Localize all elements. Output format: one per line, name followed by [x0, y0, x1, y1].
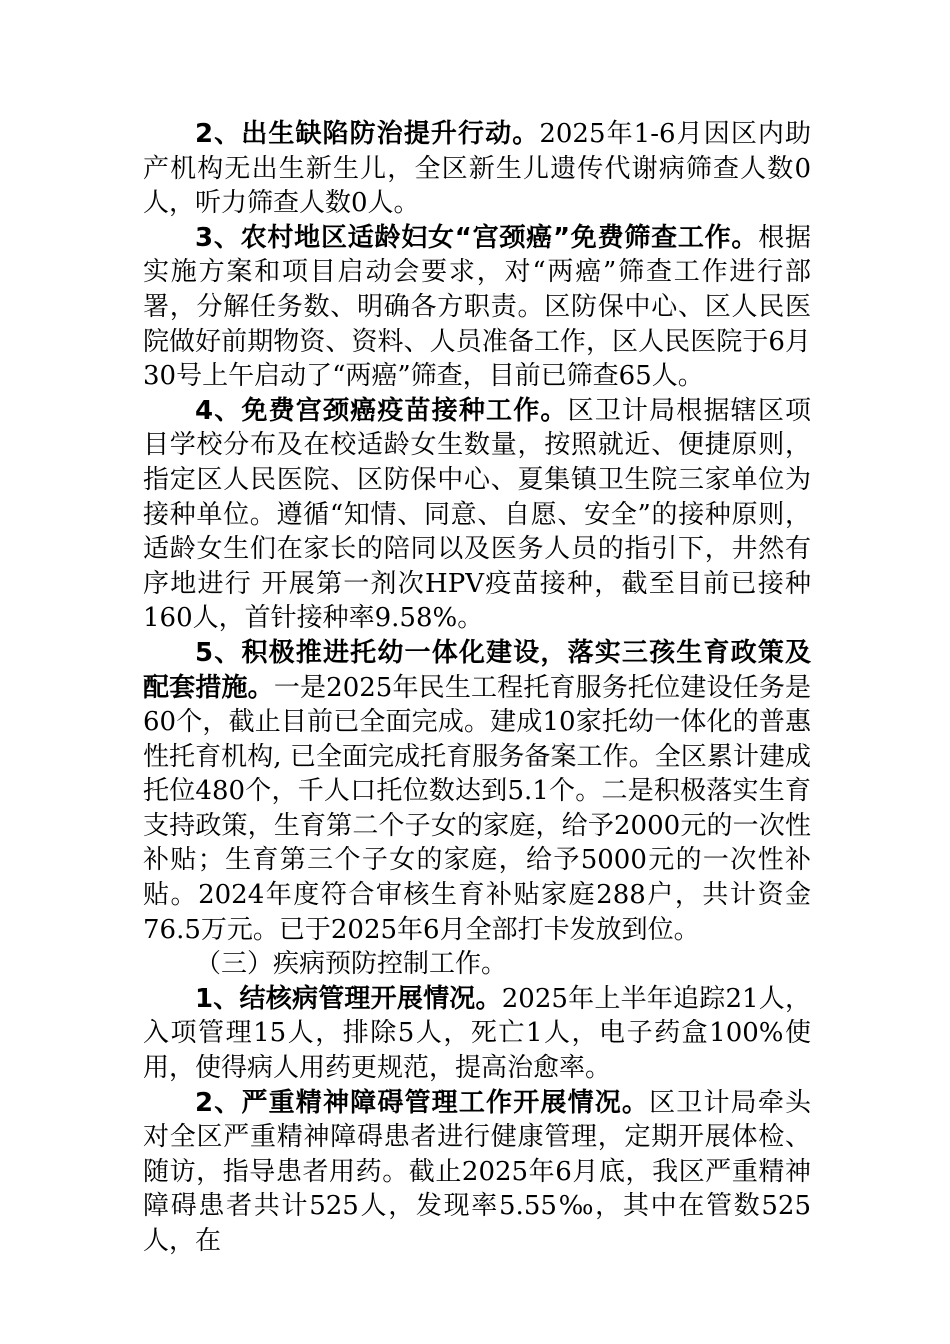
- paragraph-heading: 3、农村地区适龄妇女“宫颈癌”免费筛查工作。: [195, 222, 759, 253]
- paragraph-mental-disorder-management: [143, 1086, 811, 1259]
- paragraph-heading: 2、严重精神障碍管理工作开展情况。: [195, 1087, 650, 1118]
- paragraph-text: 根据实施方案和项目启动会要求，对“两癌”筛查工作进行部署，分解任务数、明确各方职责。区防保中心、区人民医院做好前期物资、资料、人员准备工作，区人民医院于6月30号上午启动了“两癌”筛查，目前已筛查65人。: [143, 222, 811, 392]
- paragraph-heading: 2、出生缺陷防治提升行动。: [195, 119, 540, 149]
- paragraph-text: 区卫计局根据辖区项目学校分布及在校适龄女生数量，按照就近、便捷原则，指定区人民医院、区防保中心、夏集镇卫生院三家单位为接种单位。遵循“知情、同意、自愿、安全”的接种原则，适龄女生们在家长的陪同以及医务人员的指引下，井然有序地进行 开展第一剂次HPV疫苗接种，截至目前已接种160人，首针接种率9.58%。: [143, 395, 811, 634]
- paragraph-heading: 4、免费宫颈癌疫苗接种工作。: [195, 395, 568, 426]
- paragraph-childcare-integration: [143, 636, 811, 947]
- paragraph-heading: 5、积极推进托幼一体化建设，落实三孩生育政策及配套措施。: [143, 637, 811, 703]
- paragraph-text: 2025年1-6月因区内助产机构无出生新生儿，全区新生儿遗传代谢病筛查人数0人，听力筛查人数0人。: [143, 119, 812, 219]
- paragraph-hpv-vaccination: [143, 394, 811, 636]
- paragraph-heading: 1、结核病管理开展情况。: [195, 983, 502, 1014]
- paragraph-text: 一是2025年民生工程托育服务托位建设任务是60个，截止目前已全面完成。建成10家托幼一体化的普惠性托育机构, 已全面完成托育服务备案工作。全区累计建成托位480个，千人口托位数达到5.1个。二是积极落实生育支持政策，生育第二个子女的家庭，给予2000元的一次性补贴；生育第三个子女的家庭，给予5000元的一次性补贴。2024年度符合审核生育补贴家庭288户，共计资金76.5万元。已于2025年6月全部打卡发放到位。: [143, 672, 811, 945]
- paragraph-cervical-cancer-screening: [143, 221, 811, 394]
- paragraph-text: （三）疾病预防控制工作。: [195, 949, 508, 980]
- section-heading-disease-prevention: [143, 947, 811, 982]
- paragraph-tuberculosis-management: [143, 982, 811, 1086]
- paragraph-text: 2025年上半年追踪21人，入项管理15人，排除5人，死亡1人，电子药盒100%使用，使得病人用药更规范，提高治愈率。: [143, 983, 811, 1084]
- paragraph-text: 区卫计局牵头对全区严重精神障碍患者进行健康管理，定期开展体检、随访，指导患者用药。截止2025年6月底，我区严重精神障碍患者共计525人，发现率5.55‰，其中在管数525人，在: [143, 1087, 811, 1256]
- document-body: [143, 117, 811, 1259]
- paragraph-birth-defect-prevention: [143, 117, 811, 221]
